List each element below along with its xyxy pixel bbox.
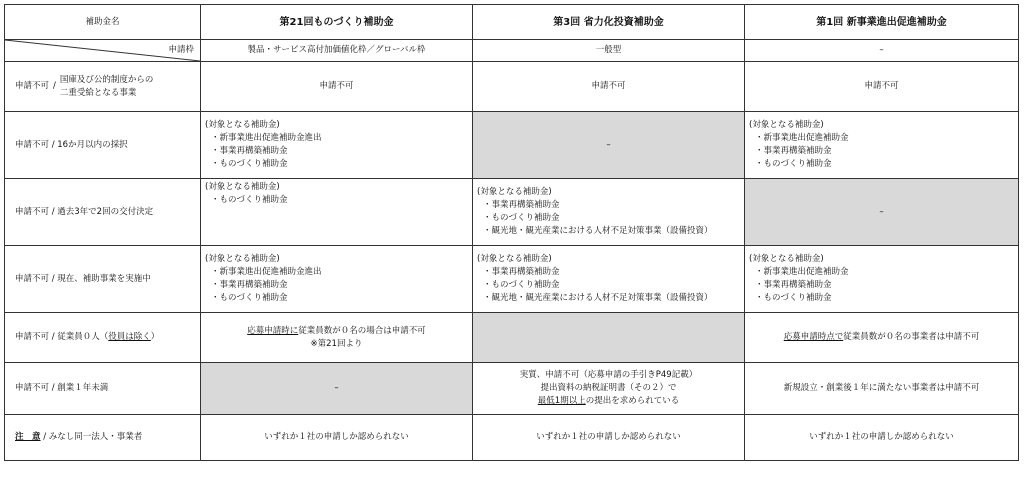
row-sogyo [5,363,1019,415]
row-chui [5,415,1019,461]
row-jugyoin-label-underlined: 役員は除く [108,332,151,342]
row-genzai-c3 [745,246,1019,313]
row-genzai-label: 申請不可 / 現在、補助事業を実施中 [5,246,201,313]
row-jugyoin-c2 [473,313,745,363]
header-col-monozukuri: 第21回ものづくり補助金 [201,5,473,40]
slash: / [53,81,56,91]
row-jugyoin-label [5,313,201,363]
row-kuni-c1: 申請不可 [201,62,473,112]
list-item: ・観光地・観光産業における人材不足対策事業（設備投資） [483,293,713,303]
row-kako [5,179,1019,246]
list-item: ・ものづくり補助金 [483,213,560,223]
row-jugyoin-c3-underlined: 応募申請時点で [783,332,844,342]
row-waku-label-cell [5,40,201,62]
row-jugyoin-c1-underlined: 応募申請時に [247,325,299,336]
row-sogyo-c3: 新規設立・創業後１年に満たない事業者は申請不可 [745,363,1019,415]
row-jugyoin-c1-rest: 従業員数が０名の場合は申請不可 [298,325,426,336]
row-chui-label-rest: / みなし同一法人・事業者 [40,432,143,442]
row-kuni-label-line2: 二重受給となる事業 [59,87,137,98]
row-kuni-label [5,62,201,112]
row-jugyoin-c3 [745,313,1019,363]
list-item: ・ものづくり補助金 [755,293,832,303]
row-sogyo-label: 申請不可 / 創業１年未満 [5,363,201,415]
list-item: ・ものづくり補助金 [755,159,832,169]
row-kuni-c3: 申請不可 [745,62,1019,112]
list-item: ・事業再構築補助金 [483,200,560,210]
list-item: ・ものづくり補助金 [211,159,288,169]
row-kuni-label-pre: 申請不可 [15,81,50,91]
row-jugyoin-label-post: ） [150,332,160,342]
header-col-shoryokuka: 第3回 省力化投資補助金 [473,5,745,40]
list-item: (対象となる補助金) [477,254,552,264]
row-genzai [5,246,1019,313]
row-kuni-label-line1: 国庫及び公的制度からの [59,74,154,85]
row-sogyo-c1: – [201,363,473,415]
list-item: ・事業再構築補助金 [211,280,288,290]
row-sogyo-c2-line2: 提出資料の納税証明書（その２）で [540,383,677,393]
row-chui-c3: いずれか１社の申請しか認められない [745,415,1019,461]
row-chui-label-underlined: 注 意 [15,432,41,442]
row-genzai-c1 [201,246,473,313]
row-sogyo-c2-line3-underlined: 最低1期以上 [537,396,586,406]
row-genzai-c2 [473,246,745,313]
list-item: ・新事業進出促進補助金進出 [211,133,322,143]
row-jugyoin-c3-rest: 従業員数が０名の事業者は申請不可 [843,332,980,342]
row-sixteen-c3 [745,112,1019,179]
row-kako-label: 申請不可 / 過去3年で2回の交付決定 [5,179,201,246]
row-waku-c2: 一般型 [473,40,745,62]
list-item: (対象となる補助金) [205,120,280,130]
list-item: (対象となる補助金) [205,254,280,264]
list-item: ・新事業進出促進補助金 [755,267,849,277]
header-row [5,5,1019,40]
row-waku [5,40,1019,62]
list-item: (対象となる補助金) [749,254,824,264]
list-item: ・新事業進出促進補助金進出 [211,267,322,277]
list-item: ・事業再構築補助金 [755,280,832,290]
row-kako-c2 [473,179,745,246]
row-waku-c3: – [745,40,1019,62]
row-sogyo-c2-line1: 実質、申請不可（応募申請の手引きP49記載） [519,370,698,380]
header-name-label: 補助金名 [5,5,201,40]
row-waku-label: 申請枠 [168,45,194,55]
list-item: ・事業再構築補助金 [483,267,560,277]
row-sixteen-c2: – [473,112,745,179]
row-sixteen [5,112,1019,179]
subsidy-comparison-table [4,4,1019,461]
list-item: (対象となる補助金) [749,120,824,130]
row-sogyo-c2 [473,363,745,415]
list-item: ・ものづくり補助金 [483,280,560,290]
list-item: ・ものづくり補助金 [211,293,288,303]
list-item: ・事業再構築補助金 [211,146,288,156]
row-kuni [5,62,1019,112]
list-item: ・ものづくり補助金 [211,195,288,205]
list-item: ・事業再構築補助金 [755,146,832,156]
row-jugyoin-label-pre: 申請不可 / 従業員０人（ [15,332,109,342]
row-sogyo-c2-line3-rest: の提出を求められている [585,396,680,406]
list-item: (対象となる補助金) [477,187,552,197]
row-kako-c1 [201,179,473,246]
row-chui-c1: いずれか１社の申請しか認められない [201,415,473,461]
row-chui-c2: いずれか１社の申請しか認められない [473,415,745,461]
list-item: (対象となる補助金) [205,182,280,192]
row-jugyoin [5,313,1019,363]
row-kako-c3: – [745,179,1019,246]
row-chui-label [5,415,201,461]
row-jugyoin-c1 [201,313,473,363]
row-kuni-c2: 申請不可 [473,62,745,112]
row-sixteen-c1 [201,112,473,179]
row-jugyoin-c1-note: ※第21回より [310,338,363,349]
list-item: ・新事業進出促進補助金 [755,133,849,143]
row-waku-c1: 製品・サービス高付加価値化枠／グローバル枠 [201,40,473,62]
header-col-shinjigyo: 第1回 新事業進出促進補助金 [745,5,1019,40]
list-item: ・観光地・観光産業における人材不足対策事業（設備投資） [483,226,713,236]
row-sixteen-label: 申請不可 / 16か月以内の採択 [5,112,201,179]
